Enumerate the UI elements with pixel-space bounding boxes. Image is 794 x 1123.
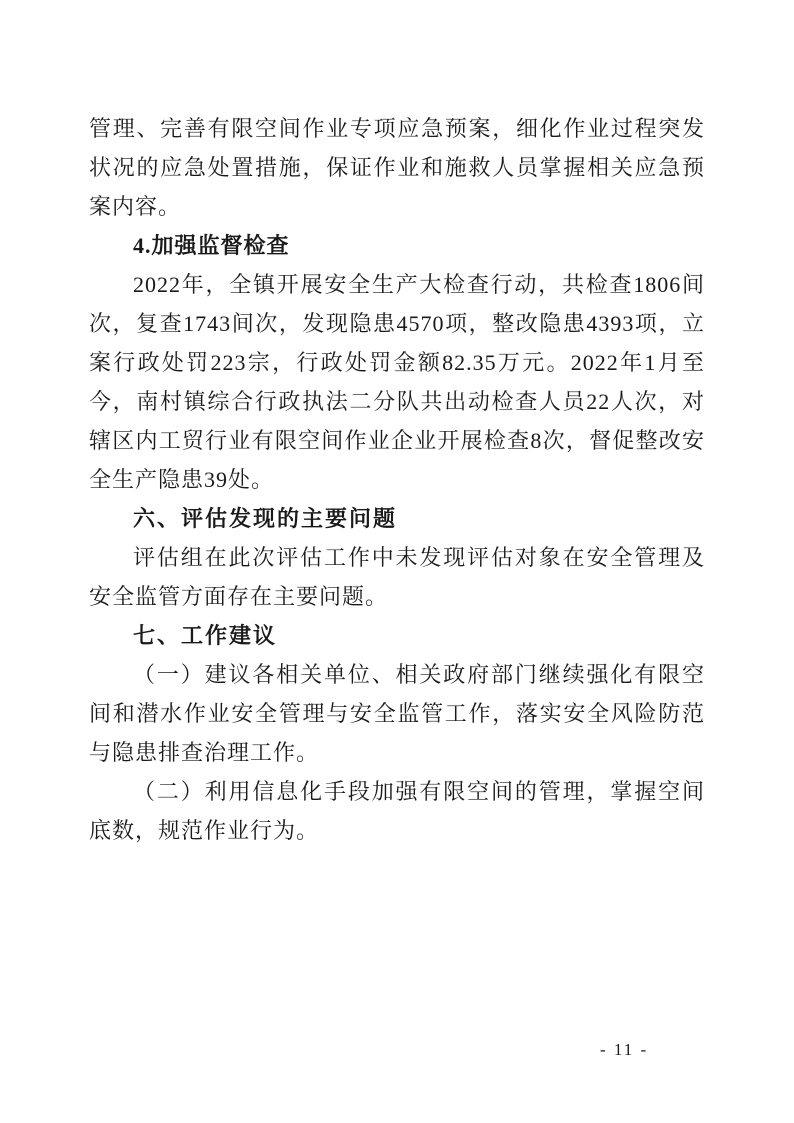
heading-section-6-main-problems: 六、评估发现的主要问题 bbox=[133, 506, 398, 531]
heading-section-7-work-suggestions: 七、工作建议 bbox=[133, 623, 278, 648]
document-body bbox=[89, 109, 705, 850]
para-suggestion-1: （一）建议各相关单位、相关政府部门继续强化有限空间和潜水作业安全管理与安全监管工作，落实安全风险防范与隐患排查治理工作。 bbox=[89, 662, 705, 765]
page-number: - 11 - bbox=[600, 1040, 649, 1059]
para-emergency-plan-continuation: 管理、完善有限空间作业专项应急预案，细化作业过程突发状况的应急处置措施，保证作业和施救人员掌握相关应急预案内容。 bbox=[89, 116, 705, 219]
para-suggestion-2: （二）利用信息化手段加强有限空间的管理，掌握空间底数，规范作业行为。 bbox=[89, 779, 705, 843]
heading-4-strengthen-supervision: 4.加强监督检查 bbox=[133, 233, 290, 258]
para-assessment-findings: 评估组在此次评估工作中未发现评估对象在安全管理及安全监管方面存在主要问题。 bbox=[89, 545, 705, 609]
para-inspection-statistics: 2022年，全镇开展安全生产大检查行动，共检查1806间次，复查1743间次，发现隐患4570项，整改隐患4393项，立案行政处罚223宗，行政处罚金额82.35万元。2022年1月至今，南村镇综合行政执法二分队共出动检查人员22人次，对辖区内工贸行业有限空间作业企业开展检查8次，督促整改安全生产隐患39处。 bbox=[89, 272, 705, 492]
